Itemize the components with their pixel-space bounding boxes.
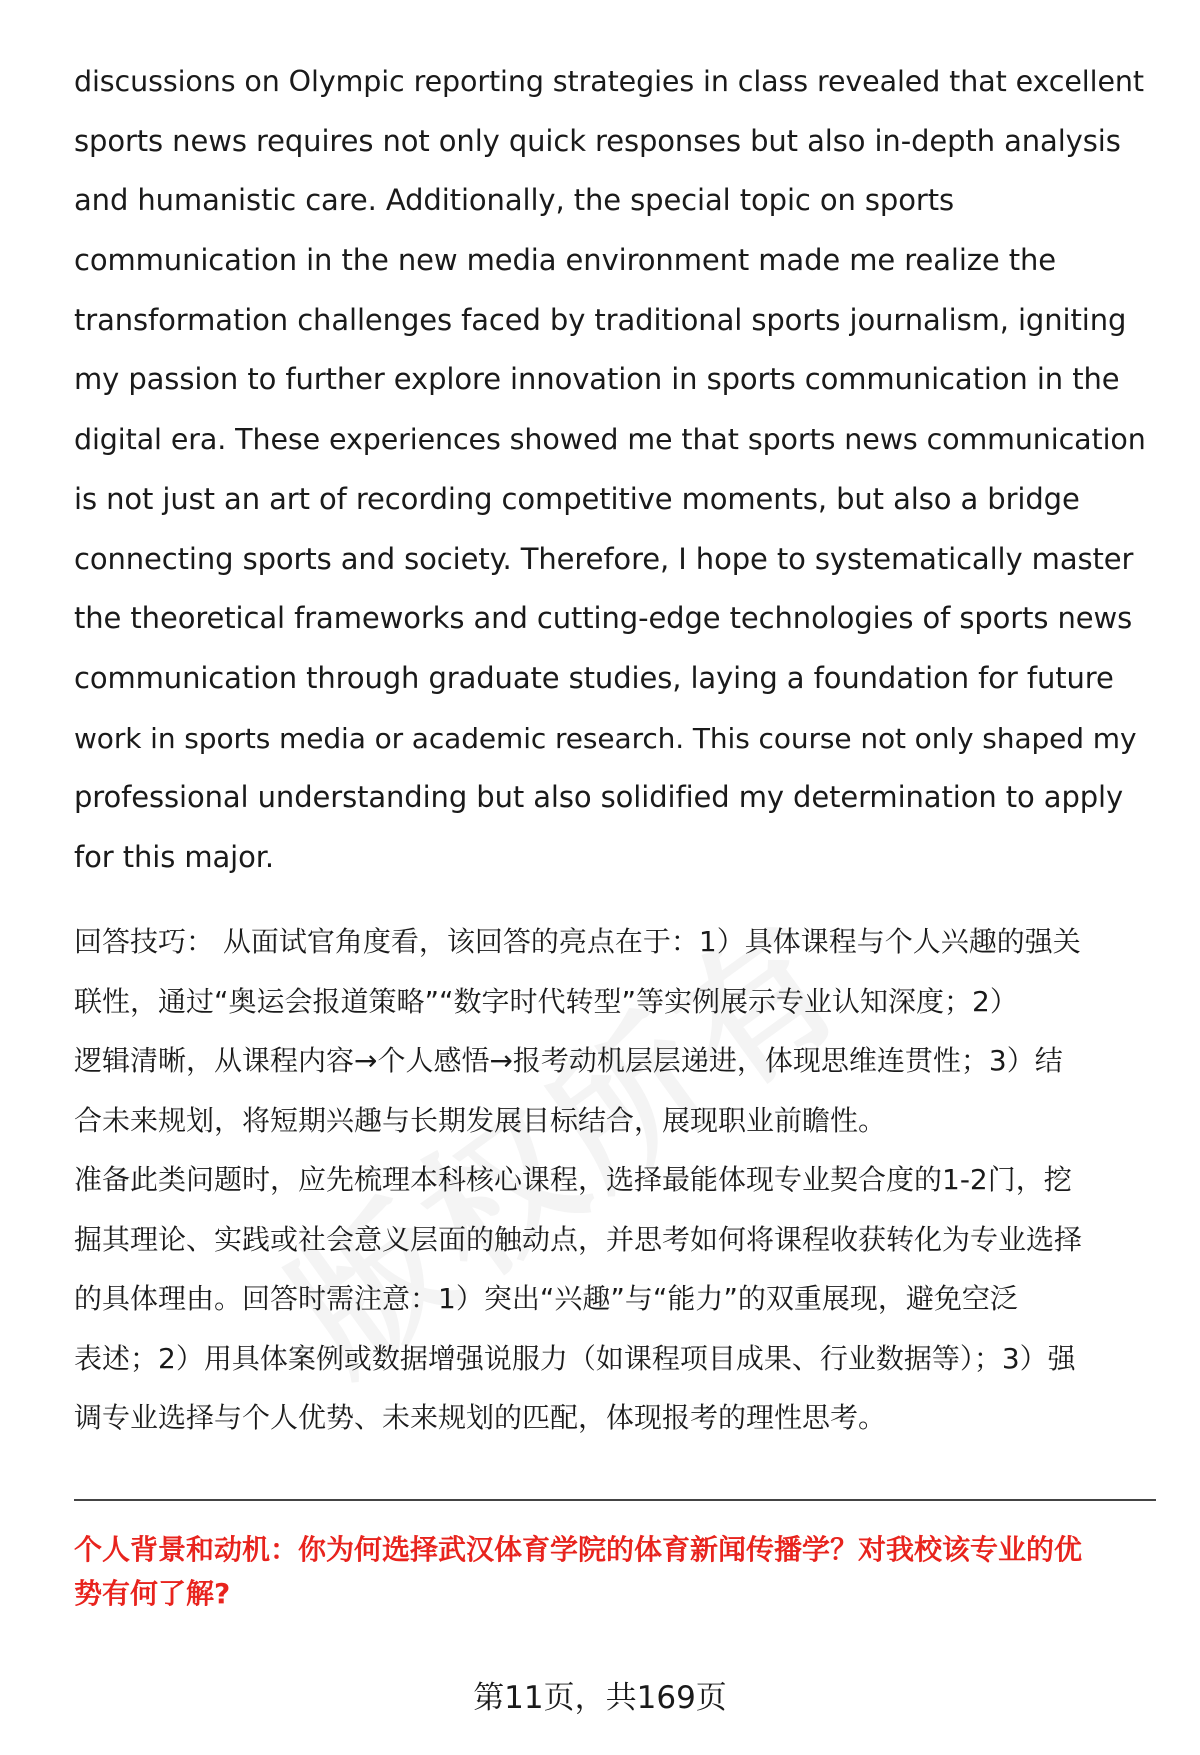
paragraph-line: and humanistic care. Additionally, the special topic on sports	[74, 183, 954, 218]
section-divider	[74, 1499, 1156, 1501]
question-line: 势有何了解?	[74, 1577, 231, 1610]
answer-tips	[74, 912, 1154, 1448]
paragraph-line: discussions on Olympic reporting strategies in class revealed that excellent	[74, 65, 1144, 98]
question-heading	[74, 1528, 1156, 1616]
paragraph-line: transformation challenges faced by traditional sports journalism, igniting	[74, 302, 1127, 337]
tips-line: 合未来规划，将短期兴趣与长期发展目标结合，展现职业前瞻性。	[74, 1103, 887, 1137]
paragraph-line: work in sports media or academic research. This course not only shaped my	[74, 721, 1137, 755]
tips-line: 联性，通过“奥运会报道策略”“数字时代转型”等实例展示专业认知深度；2）	[74, 984, 1018, 1018]
paragraph-line: digital era. These experiences showed me that sports news communication	[74, 423, 1146, 457]
english-paragraph	[74, 52, 1154, 888]
paragraph-line: communication in the new media environment made me realize the	[74, 243, 1057, 278]
paragraph-line: connecting sports and society. Therefore, I hope to systematically master	[74, 541, 1134, 576]
paragraph-line: sports news requires not only quick responses but also in-depth analysis	[74, 123, 1121, 158]
paragraph-line: the theoretical frameworks and cutting-edge technologies of sports news	[74, 601, 1133, 636]
page-number: 第11页，共169页	[473, 1680, 727, 1716]
tips-line: 逻辑清晰，从课程内容→个人感悟→报考动机层层递进，体现思维连贯性；3）结	[74, 1044, 1063, 1077]
paragraph-line: for this major.	[74, 839, 275, 874]
tips-line: 回答技巧： 从面试官角度看，该回答的亮点在于：1）具体课程与个人兴趣的强关	[74, 925, 1081, 958]
tips-line: 掘其理论、实践或社会意义层面的触动点，并思考如何将课程收获转化为专业选择	[74, 1222, 1083, 1256]
tips-line: 表述；2）用具体案例或数据增强说服力（如课程项目成果、行业数据等）；3）强	[74, 1341, 1076, 1375]
paragraph-line: professional understanding but also solidified my determination to apply	[74, 780, 1124, 815]
paragraph-line: communication through graduate studies, laying a foundation for future	[74, 660, 1114, 695]
tips-line: 的具体理由。回答时需注意：1）突出“兴趣”与“能力”的双重展现，避免空泛	[74, 1282, 1018, 1315]
tips-line: 准备此类问题时，应先梳理本科核心课程，选择最能体现专业契合度的1-2门，挖	[74, 1163, 1072, 1196]
tips-line: 调专业选择与个人优势、未来规划的匹配，体现报考的理性思考。	[74, 1401, 887, 1434]
paragraph-line: is not just an art of recording competitive moments, but also a bridge	[74, 481, 1080, 516]
paragraph-line: my passion to further explore innovation in sports communication in the	[74, 362, 1120, 397]
question-line: 个人背景和动机：你为何选择武汉体育学院的体育新闻传播学？对我校该专业的优	[74, 1533, 1083, 1566]
